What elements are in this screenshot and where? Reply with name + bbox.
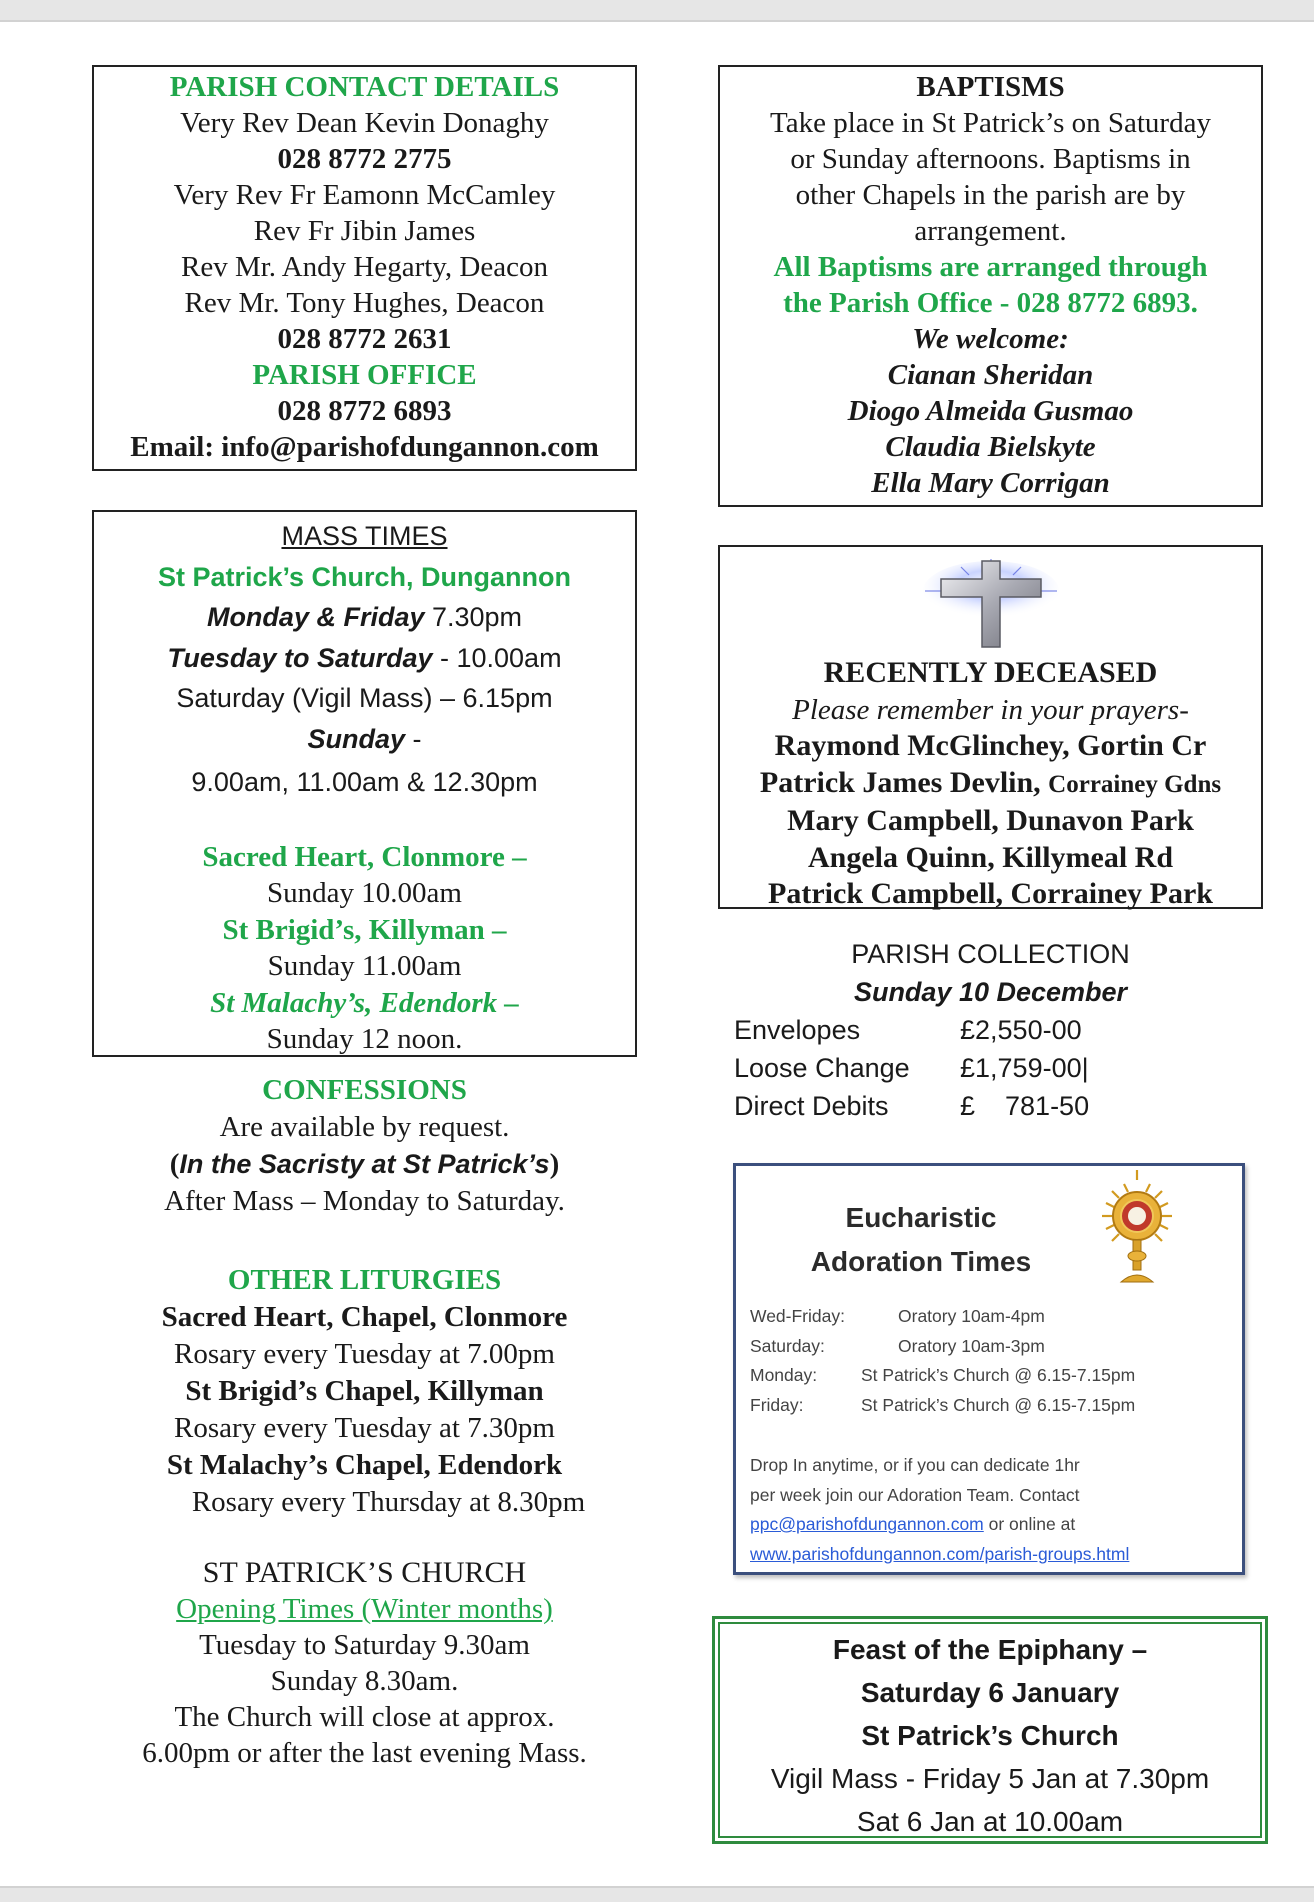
chapel-killyman-time: Sunday 11.00am [267, 950, 462, 982]
epiphany-date: Saturday 6 January [860, 1677, 1120, 1708]
mass-sunday-times: 9.00am, 11.00am & 12.30pm [191, 767, 538, 797]
chapel-edendork: St Malachy’s, Edendork – [210, 986, 519, 1019]
parish-groups-link[interactable]: www.parishofdungannon.com/parish-groups.html [750, 1543, 1130, 1564]
epiphany-mass: Sat 6 Jan at 10.00am [856, 1806, 1124, 1837]
mass-times-title: MASS TIMES [281, 521, 448, 551]
contact-title: PARISH CONTACT DETAILS [169, 71, 560, 103]
chapel-clonmore-time: Sunday 10.00am [267, 877, 462, 909]
church-hours: Tuesday to Saturday 9.30am [199, 1629, 530, 1661]
baptisms-note: the Parish Office - 028 8772 6893. [783, 287, 1198, 319]
baptism-name: Claudia Bielskyte [885, 431, 1096, 463]
collection-label: Envelopes [734, 1015, 861, 1045]
parish-collection [718, 935, 1263, 1125]
collection-date: Sunday 10 December [853, 977, 1128, 1007]
chapel-name: Sacred Heart, Chapel, Clonmore [161, 1301, 568, 1333]
rosary-time: Rosary every Thursday at 8.30pm [191, 1486, 586, 1518]
office-title: PARISH OFFICE [252, 359, 477, 391]
baptisms-box [718, 65, 1263, 507]
mass-church-name: St Patrick’s Church, Dungannon [157, 561, 572, 592]
deacon-name: Rev Mr. Andy Hegarty, Deacon [181, 251, 548, 283]
collection-amount: £2,550-00 [960, 1015, 1082, 1045]
office-phone: 028 8772 6893 [277, 395, 452, 427]
epiphany-church: St Patrick’s Church [861, 1720, 1119, 1751]
church-opening-title: Opening Times (Winter months) [176, 1593, 553, 1625]
collection-row [718, 1011, 1263, 1049]
mass-mon-fri: Monday & Friday 7.30pm [206, 602, 523, 632]
baptism-name: Cianan Sheridan [887, 359, 1094, 391]
chapel-name: St Brigid’s Chapel, Killyman [185, 1375, 544, 1407]
confessions-location: (In the Sacristy at St Patrick’s) [169, 1148, 560, 1180]
epiphany-title: Feast of the Epiphany – [832, 1634, 1148, 1665]
baptisms-welcome: We welcome: [912, 323, 1069, 355]
baptisms-text: other Chapels in the parish are by [795, 179, 1186, 211]
collection-title: PARISH COLLECTION [851, 939, 1130, 969]
liturgies-title: OTHER LITURGIES [227, 1264, 502, 1296]
office-email: Email: info@parishofdungannon.com [130, 431, 599, 463]
mass-tue-sat: Tuesday to Saturday - 10.00am [167, 642, 562, 673]
collection-row [718, 1087, 1263, 1125]
collection-row [718, 1049, 1263, 1087]
recently-deceased-box [718, 545, 1263, 909]
deceased-name: Patrick Campbell, Corrainey Park [768, 877, 1213, 910]
adoration-note: Drop In anytime, or if you can dedicate 1hr per week join our Adoration Team. Contact ppc@parishofdungannon.com or online at www.parishofdungannon.com/parish-groups.html [750, 1455, 1130, 1564]
confessions-section [92, 1072, 637, 1220]
confessions-text: Are available by request. [219, 1111, 510, 1143]
adoration-box: Eucharistic Adoration Times Wed-Friday: Oratory 10am-4pm Saturday: Oratory 10am-3pm Monday: St Patrick’s Church @ 6.15-7.15pm Friday: St Patrick’s Church @ 6.15-7.15pm Drop In anytime, or if you can dedicate 1hr per week join our Adoration Team. Contact ppc@parishofdungannon.com or online at www.parishofdungannon.com/parish-groups.html [733, 1163, 1245, 1575]
other-liturgies-section [92, 1262, 637, 1521]
rosary-time: Rosary every Tuesday at 7.00pm [174, 1338, 555, 1370]
church-note: 6.00pm or after the last evening Mass. [142, 1737, 587, 1769]
baptisms-title: BAPTISMS [916, 71, 1065, 103]
church-note: The Church will close at approx. [174, 1701, 555, 1733]
deceased-name: Raymond McGlinchey, Gortin Cr [774, 729, 1207, 762]
collection-label: Direct Debits [734, 1091, 889, 1121]
epiphany-vigil: Vigil Mass - Friday 5 Jan at 7.30pm [770, 1763, 1210, 1794]
mass-times-box [92, 510, 637, 1057]
chapel-clonmore: Sacred Heart, Clonmore – [202, 840, 527, 873]
deceased-name: Angela Quinn, Killymeal Rd [807, 840, 1174, 874]
baptism-name: Ella Mary Corrigan [871, 467, 1110, 499]
baptisms-note: All Baptisms are arranged through [773, 251, 1208, 283]
collection-label: Loose Change [734, 1053, 910, 1083]
rosary-time: Rosary every Tuesday at 7.30pm [174, 1412, 555, 1444]
viewer-top-bar [0, 0, 1314, 22]
deceased-name: Patrick James Devlin, Corrainey Gdns [759, 765, 1222, 799]
confessions-text: After Mass – Monday to Saturday. [164, 1185, 565, 1217]
monstrance-icon [1094, 1170, 1180, 1288]
cross-icon [921, 555, 1061, 651]
adoration-email-link[interactable]: ppc@parishofdungannon.com [750, 1514, 984, 1534]
collection-amount: £1,759-00| [960, 1053, 1089, 1083]
deceased-subtitle: Please remember in your prayers- [792, 693, 1189, 726]
adoration-title: Eucharistic Adoration Times [810, 1202, 1032, 1277]
dean-name: Very Rev Dean Kevin Donaghy [180, 107, 549, 139]
baptisms-text: arrangement. [914, 215, 1067, 247]
priest-name: Rev Fr Jibin James [253, 215, 476, 247]
deceased-name: Mary Campbell, Dunavon Park [787, 804, 1194, 837]
deacon-name: Rev Mr. Tony Hughes, Deacon [184, 287, 545, 319]
baptisms-text: Take place in St Patrick’s on Saturday [770, 107, 1211, 139]
chapel-edendork-time: Sunday 12 noon. [266, 1023, 463, 1055]
mass-vigil: Saturday (Vigil Mass) – 6.15pm [176, 683, 553, 713]
st-patricks-church-section [92, 1555, 637, 1771]
baptism-name: Diogo Almeida Gusmao [847, 395, 1134, 427]
baptisms-text: or Sunday afternoons. Baptisms in [790, 143, 1191, 175]
clergy-phone: 028 8772 2631 [277, 323, 452, 355]
confessions-title: CONFESSIONS [262, 1074, 467, 1106]
church-title: ST PATRICK’S CHURCH [202, 1556, 527, 1589]
collection-amount: £ 781-50 [960, 1091, 1090, 1121]
deceased-title: RECENTLY DECEASED [823, 656, 1158, 689]
parish-contact-box [92, 65, 637, 471]
chapel-killyman: St Brigid’s, Killyman – [222, 913, 507, 946]
epiphany-box [712, 1616, 1268, 1844]
dean-phone: 028 8772 2775 [277, 143, 452, 175]
mass-sunday: Sunday - [307, 723, 422, 754]
chapel-name: St Malachy’s Chapel, Edendork [166, 1449, 563, 1481]
priest-name: Very Rev Fr Eamonn McCamley [173, 179, 556, 211]
church-hours: Sunday 8.30am. [270, 1665, 459, 1697]
